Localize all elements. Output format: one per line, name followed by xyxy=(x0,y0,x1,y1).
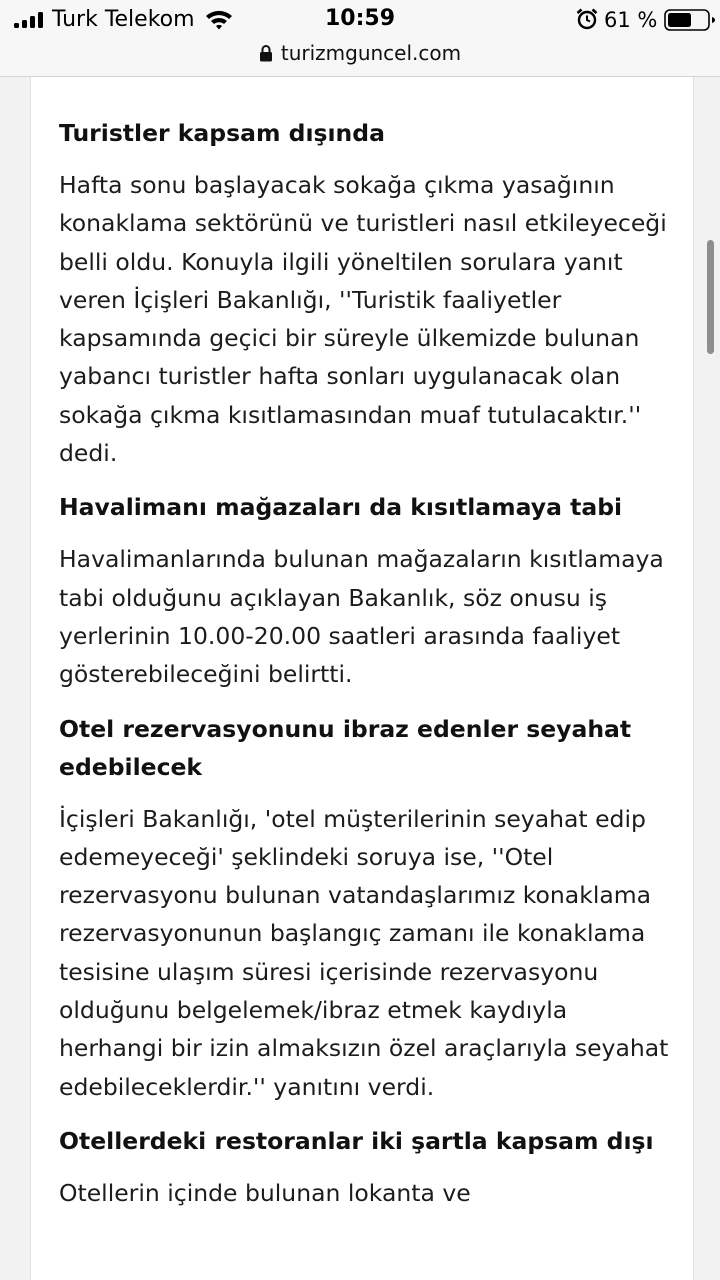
article-card xyxy=(30,77,694,1280)
section-paragraph: Otellerin içinde bulunan lokanta ve xyxy=(59,1178,471,1207)
section-paragraph: Havalimanlarında bulunan mağazaların kısıtlamaya tabi olduğunu açıklayan Bakanlık, söz onusu iş yerlerinin 10.00-20.00 saatleri arasında faaliyet gösterebileceğini belirtti. xyxy=(59,545,664,689)
article-body xyxy=(59,114,669,1228)
section-heading: Havalimanı mağazaları da kısıtlamaya tabi xyxy=(59,493,623,522)
alarm-clock-icon xyxy=(576,8,598,30)
section-heading: Otellerdeki restoranlar iki şartla kapsam dışı xyxy=(59,1126,654,1155)
address-bar[interactable] xyxy=(0,40,720,77)
web-page xyxy=(0,77,720,1280)
scrollbar-thumb[interactable] xyxy=(707,240,714,354)
battery-percentage: 61 % xyxy=(604,8,658,32)
section-paragraph: Hafta sonu başlayacak sokağa çıkma yasağının konaklama sektörünü ve turistleri nasıl etkileyeceği belli oldu. Konuyla ilgili yöneltilen sorulara yanıt veren İçişleri Bakanlığı, ''Turistik faaliyetler kapsamında geçici bir süreyle ülkemizde bulunan yabancı turistler hafta sonları uygulanacak olan sokağa çıkma kısıtlamasından muaf tutulacaktır.'' dedi. xyxy=(59,171,667,468)
carrier-name: Turk Telekom xyxy=(52,7,195,32)
section-paragraph: İçişleri Bakanlığı, 'otel müşterilerinin seyahat edip edemeyeceği' şeklindeki soruya ise, ''Otel rezervasyonu bulunan vatandaşlarımız konaklama rezervasyonunun başlangıç zamanı ile konaklama tesisine ulaşım süresi içerisinde rezervasyonu olduğunu belgelemek/ibraz etmek kaydıyla herhangi bir izin almaksızın özel araçlarıyla seyahat edebileceklerdir.'' yanıtını verdi. xyxy=(59,804,669,1101)
status-bar xyxy=(0,0,720,40)
url-text: turizmguncel.com xyxy=(280,41,462,65)
status-time: 10:59 xyxy=(324,6,396,31)
lock-icon xyxy=(259,44,273,62)
battery-icon xyxy=(664,9,716,31)
section-heading: Otel rezervasyonunu ibraz edenler seyahat edebilecek xyxy=(59,714,632,781)
section-heading: Turistler kapsam dışında xyxy=(59,119,385,147)
